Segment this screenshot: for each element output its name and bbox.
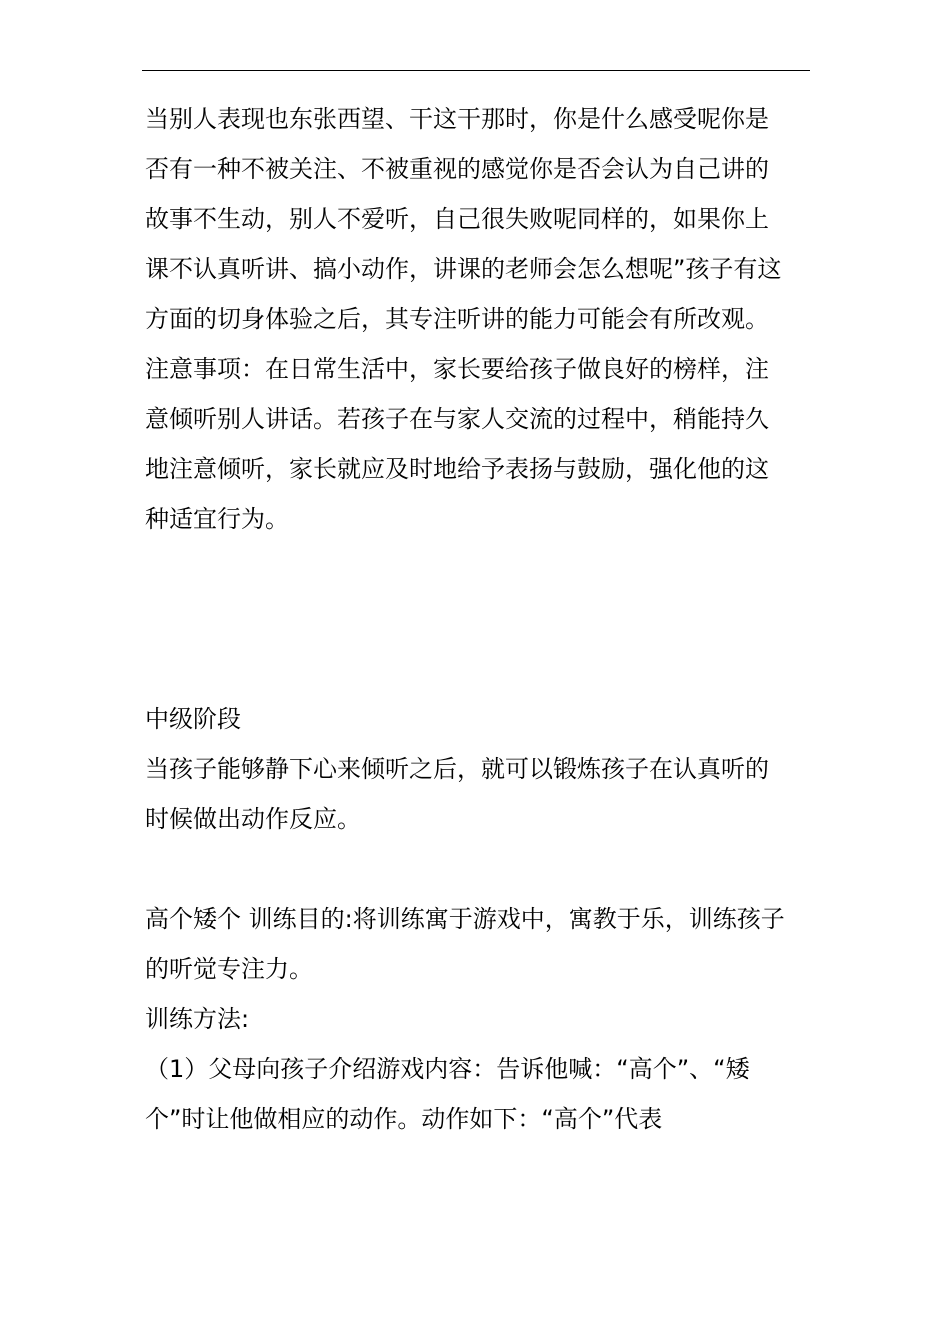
paragraph-notes: 注意事项：在日常生活中，家长要给孩子做良好的榜样，注意倾听别人讲话。若孩子在与家人交流的过程中，稍能持久地注意倾听，家长就应及时地给予表扬与鼓励，强化他的这种适宜行为。	[145, 355, 769, 533]
header-rule	[142, 70, 810, 71]
section-heading: 中级阶段	[145, 705, 241, 733]
method-step-1: （1）父母向孩子介绍游戏内容：告诉他喊：“高个”、“矮个”时让他做相应的动作。动作如下：“高个”代表	[145, 1055, 750, 1133]
blank-space	[145, 544, 785, 694]
method-label: 训练方法:	[145, 1005, 250, 1033]
blank-space	[145, 844, 785, 894]
document-body	[145, 94, 785, 1144]
training-goal: 高个矮个 训练目的:将训练寓于游戏中，寓教于乐，训练孩子的听觉专注力。	[145, 905, 785, 983]
paragraph-empathy: 当别人表现也东张西望、干这干那时，你是什么感受呢你是否有一种不被关注、不被重视的感觉你是否会认为自己讲的故事不生动，别人不爱听，自己很失败呢同样的，如果你上课不认真听讲、搞小动作，讲课的老师会怎么想呢”孩子有这方面的切身体验之后，其专注听讲的能力可能会有所改观。	[145, 105, 782, 333]
section-intro: 当孩子能够静下心来倾听之后，就可以锻炼孩子在认真听的时候做出动作反应。	[145, 755, 769, 833]
